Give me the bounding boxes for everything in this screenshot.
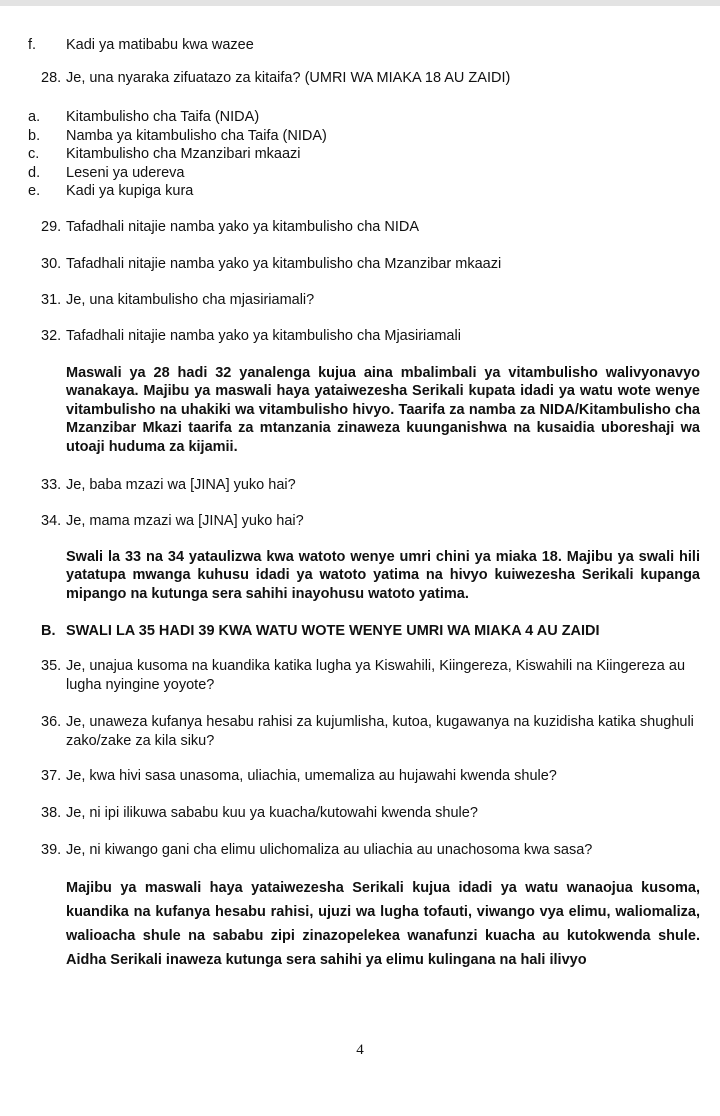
- list-item-label: f.: [28, 37, 37, 53]
- option-label: c.: [28, 146, 40, 162]
- question-28-options: [28, 108, 708, 201]
- question-29: [41, 218, 701, 237]
- question-number: 37.: [41, 768, 62, 784]
- list-item-f: [28, 36, 708, 55]
- question-text: Je, ni ipi ilikuwa sababu kuu ya kuacha/kutowahi kwenda shule?: [66, 805, 478, 821]
- section-title: SWALI LA 35 HADI 39 KWA WATU WOTE WENYE UMRI WA MIAKA 4 AU ZAIDI: [66, 623, 600, 639]
- question-36: [41, 713, 701, 751]
- question-text: Je, una kitambulisho cha mjasiriamali?: [66, 292, 315, 308]
- page-number: 4: [356, 1042, 364, 1058]
- option-label: a.: [28, 109, 41, 125]
- option-label: d.: [28, 164, 41, 181]
- question-text: Je, ni kiwango gani cha elimu ulichomaliza au uliachia au unachosoma kwa sasa?: [66, 842, 593, 858]
- question-number: 34.: [41, 513, 62, 529]
- option-label: e.: [28, 183, 41, 199]
- question-30: [41, 255, 701, 274]
- option-e: [28, 182, 708, 201]
- question-number: 29.: [41, 219, 62, 235]
- question-number: 33.: [41, 477, 62, 493]
- question-text: Tafadhali nitajie namba yako ya kitambulisho cha Mzanzibar mkaazi: [66, 256, 502, 272]
- list-item-text: Kadi ya matibabu kwa wazee: [66, 37, 254, 53]
- section-b-heading: [41, 622, 701, 641]
- option-text: Leseni ya udereva: [66, 164, 185, 181]
- question-28: [41, 69, 701, 88]
- explanation-paragraph-33-34: Swali la 33 na 34 yataulizwa kwa watoto wenye umri chini ya miaka 18. Majibu ya swali hili yatatupa mwanga kuhusu idadi ya watoto yatima na hivyo kuiwezesha Serikali kupanga mipango na kutunga sera sahihi inayohusu watoto yatima.: [66, 549, 700, 602]
- question-35: [41, 657, 701, 695]
- option-a: [28, 108, 708, 127]
- question-text: Je, unaweza kufanya hesabu rahisi za kujumlisha, kutoa, kugawanya na kuzidisha katika shughuli zako/zake za kila siku?: [66, 714, 694, 749]
- question-33: [41, 476, 701, 495]
- option-d: [28, 164, 708, 183]
- question-34: [41, 512, 701, 531]
- explanation-paragraph-35-39: Majibu ya maswali haya yataiwezesha Serikali kujua idadi ya watu wanaojua kusoma, kuandika na kufanya hesabu rahisi, ujuzi wa lugha tofauti, viwango vya elimu, waliomaliza, walioacha shule na sababu zipi zinazopelekea wanafunzi kuacha au kutokwenda shule. Aidha Serikali inaweza kutunga sera sahihi ya elimu kulingana na hali ilivyo: [66, 880, 700, 968]
- question-text: Je, mama mzazi wa [JINA] yuko hai?: [66, 513, 304, 529]
- question-38: [41, 804, 701, 823]
- option-text: Kitambulisho cha Taifa (NIDA): [66, 109, 260, 125]
- option-b: [28, 127, 708, 146]
- question-text: Je, baba mzazi wa [JINA] yuko hai?: [66, 477, 296, 493]
- explanation-paragraph-28-32: Maswali ya 28 hadi 32 yanalenga kujua aina mbalimbali ya vitambulisho walivyonavyo wanakaya. Majibu ya maswali haya yataiwezesha Serikali kupata idadi ya watu wote wenye vitambulisho na uhakiki wa vitambulisho hivyo. Taarifa za namba za NIDA/Kitambulisho cha Mzanzibar Mkazi taarifa za mtanzania zinaweza kuunganishwa na kusaidia uboreshaji wa utoaji huduma za kijamii.: [66, 365, 700, 455]
- option-label: b.: [28, 127, 41, 144]
- question-number: 31.: [41, 292, 62, 308]
- question-number: 30.: [41, 256, 62, 272]
- question-number: 38.: [41, 805, 62, 821]
- option-c: [28, 145, 708, 164]
- question-number: 32.: [41, 328, 62, 344]
- question-number: 35.: [41, 658, 62, 674]
- option-text: Kitambulisho cha Mzanzibari mkaazi: [66, 146, 301, 162]
- question-31: [41, 291, 701, 310]
- question-32: [41, 327, 701, 346]
- question-37: [41, 767, 701, 786]
- question-number: 36.: [41, 714, 62, 730]
- section-label: B.: [41, 623, 56, 639]
- question-text: Je, unajua kusoma na kuandika katika lugha ya Kiswahili, Kiingereza, Kiswahili na Kiingereza au lugha nyingine yoyote?: [66, 658, 686, 693]
- option-text: Kadi ya kupiga kura: [66, 183, 194, 199]
- question-39: [41, 841, 701, 860]
- question-text: Je, kwa hivi sasa unasoma, uliachia, umemaliza au hujawahi kwenda shule?: [66, 768, 557, 784]
- question-text: Tafadhali nitajie namba yako ya kitambulisho cha NIDA: [66, 219, 420, 235]
- question-text: Je, una nyaraka zifuatazo za kitaifa? (UMRI WA MIAKA 18 AU ZAIDI): [66, 70, 511, 86]
- question-text: Tafadhali nitajie namba yako ya kitambulisho cha Mjasiriamali: [66, 328, 461, 344]
- question-number: 39.: [41, 842, 62, 858]
- question-number: 28.: [41, 70, 62, 86]
- option-text: Namba ya kitambulisho cha Taifa (NIDA): [66, 127, 327, 144]
